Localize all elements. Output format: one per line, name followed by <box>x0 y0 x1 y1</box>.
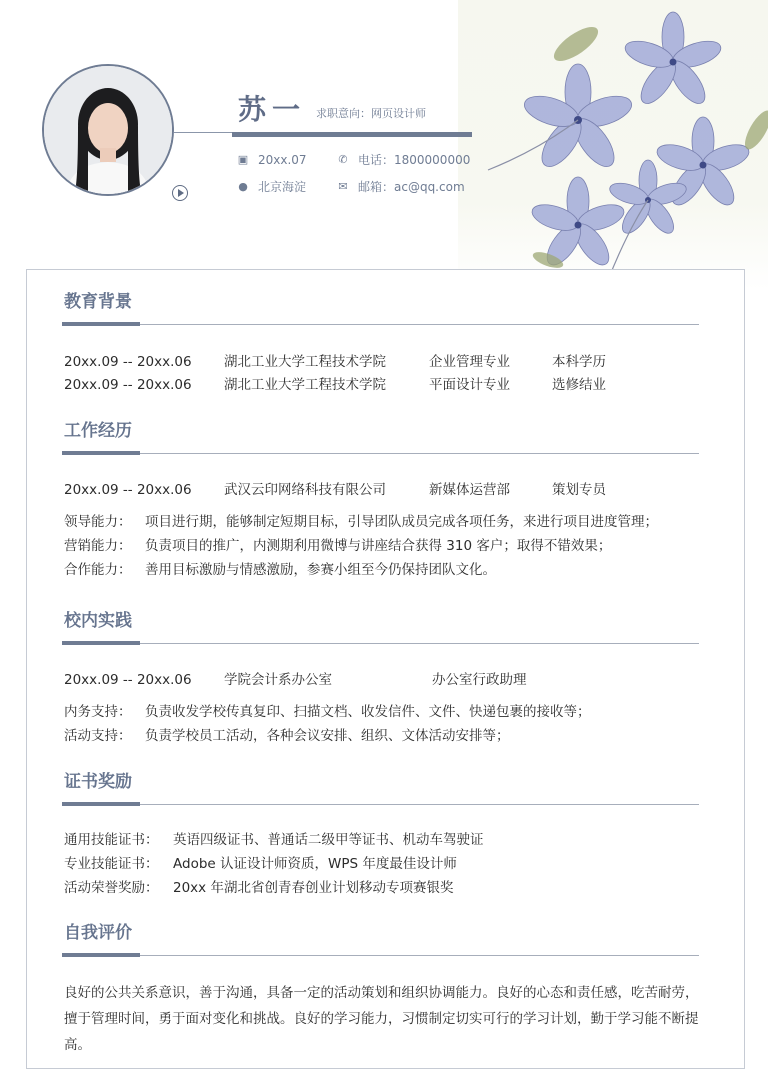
work-department: 新媒体运营部 <box>429 482 510 498</box>
education-school: 湖北工业大学工程技术学院 <box>224 377 386 393</box>
section-accent-bar <box>62 641 140 645</box>
calendar-icon: ▣ <box>237 153 249 166</box>
location-text: 北京海淀 <box>258 180 307 194</box>
practice-item-label: 内务支持： <box>64 704 132 720</box>
self-evaluation-text: 良好的公共关系意识，善于沟通，具备一定的活动策划和组织协调能力。良好的心态和责任感，吃苦耐劳，擅于管理时间，勇于面对变化和挑战。良好的学习能力，习惯制定切实可行的学习计划，勤于学习能不断提高。 <box>64 985 699 1053</box>
email-text: 邮箱：ac@qq.com <box>358 180 465 194</box>
section-title-certs: 证书奖励 <box>64 772 132 792</box>
section-title-practice: 校内实践 <box>64 611 132 631</box>
mail-icon: ✉ <box>338 180 348 193</box>
candidate-name: 苏一 <box>238 93 307 126</box>
name-underline <box>232 132 472 137</box>
phone-info <box>336 152 470 168</box>
work-item-label: 合作能力： <box>64 562 132 578</box>
practice-item-text: 负责学校员工活动，各种会议安排、组织、文体活动安排等； <box>145 728 510 744</box>
location-info <box>236 179 306 195</box>
cert-label: 活动荣誉奖励： <box>64 880 159 896</box>
work-item-text: 善用目标激励与情感激励，参赛小组至今仍保持团队文化。 <box>145 562 496 578</box>
practice-role: 办公室行政助理 <box>432 672 527 688</box>
work-company: 武汉云印网络科技有限公司 <box>224 482 386 498</box>
education-date: 20xx.09 -- 20xx.06 <box>64 354 192 370</box>
work-role: 策划专员 <box>552 482 606 498</box>
practice-date: 20xx.09 -- 20xx.06 <box>64 672 192 688</box>
work-item-label: 营销能力： <box>64 538 132 554</box>
section-accent-bar <box>62 451 140 455</box>
education-degree: 本科学历 <box>552 354 606 370</box>
work-item-text: 项目进行期，能够制定短期目标，引导团队成员完成各项任务，来进行项目进度管理； <box>145 514 658 530</box>
practice-item-label: 活动支持： <box>64 728 132 744</box>
cert-text: 20xx 年湖北省创青春创业计划移动专项赛银奖 <box>173 880 454 896</box>
section-title-education: 教育背景 <box>64 292 132 312</box>
cert-label: 专业技能证书： <box>64 856 159 872</box>
education-major: 平面设计专业 <box>429 377 510 393</box>
floral-decoration <box>458 0 768 290</box>
section-title-self: 自我评价 <box>64 923 132 943</box>
work-date: 20xx.09 -- 20xx.06 <box>64 482 192 498</box>
education-date: 20xx.09 -- 20xx.06 <box>64 377 192 393</box>
section-divider <box>64 955 699 956</box>
profile-photo <box>42 64 174 196</box>
location-pin-icon: ● <box>238 180 248 193</box>
section-accent-bar <box>62 953 140 957</box>
practice-item-text: 负责收发学校传真复印、扫描文档、收发信件、文件、快递包裹的接收等； <box>145 704 591 720</box>
education-school: 湖北工业大学工程技术学院 <box>224 354 386 370</box>
section-divider <box>64 804 699 805</box>
header-connector-line <box>174 132 234 133</box>
birth-text: 20xx.07 <box>258 153 307 167</box>
practice-org: 学院会计系办公室 <box>224 672 332 688</box>
cert-text: Adobe 认证设计师资质，WPS 年度最佳设计师 <box>173 856 457 872</box>
section-title-work: 工作经历 <box>64 421 132 441</box>
cert-text: 英语四级证书、普通话二级甲等证书、机动车驾驶证 <box>173 832 484 848</box>
section-divider <box>64 324 699 325</box>
education-major: 企业管理专业 <box>429 354 510 370</box>
birth-info <box>236 152 307 168</box>
job-intent: 求职意向：网页设计师 <box>316 107 426 120</box>
phone-icon: ✆ <box>338 153 348 166</box>
section-divider <box>64 643 699 644</box>
section-accent-bar <box>62 322 140 326</box>
work-item-text: 负责项目的推广，内测期利用微博与讲座结合获得 310 客户；取得不错效果； <box>145 538 612 554</box>
play-icon[interactable] <box>172 185 188 201</box>
section-accent-bar <box>62 802 140 806</box>
phone-text: 电话：1800000000 <box>358 153 471 167</box>
education-degree: 选修结业 <box>552 377 606 393</box>
section-divider <box>64 453 699 454</box>
cert-label: 通用技能证书： <box>64 832 159 848</box>
work-item-label: 领导能力： <box>64 514 132 530</box>
email-info <box>336 179 465 195</box>
